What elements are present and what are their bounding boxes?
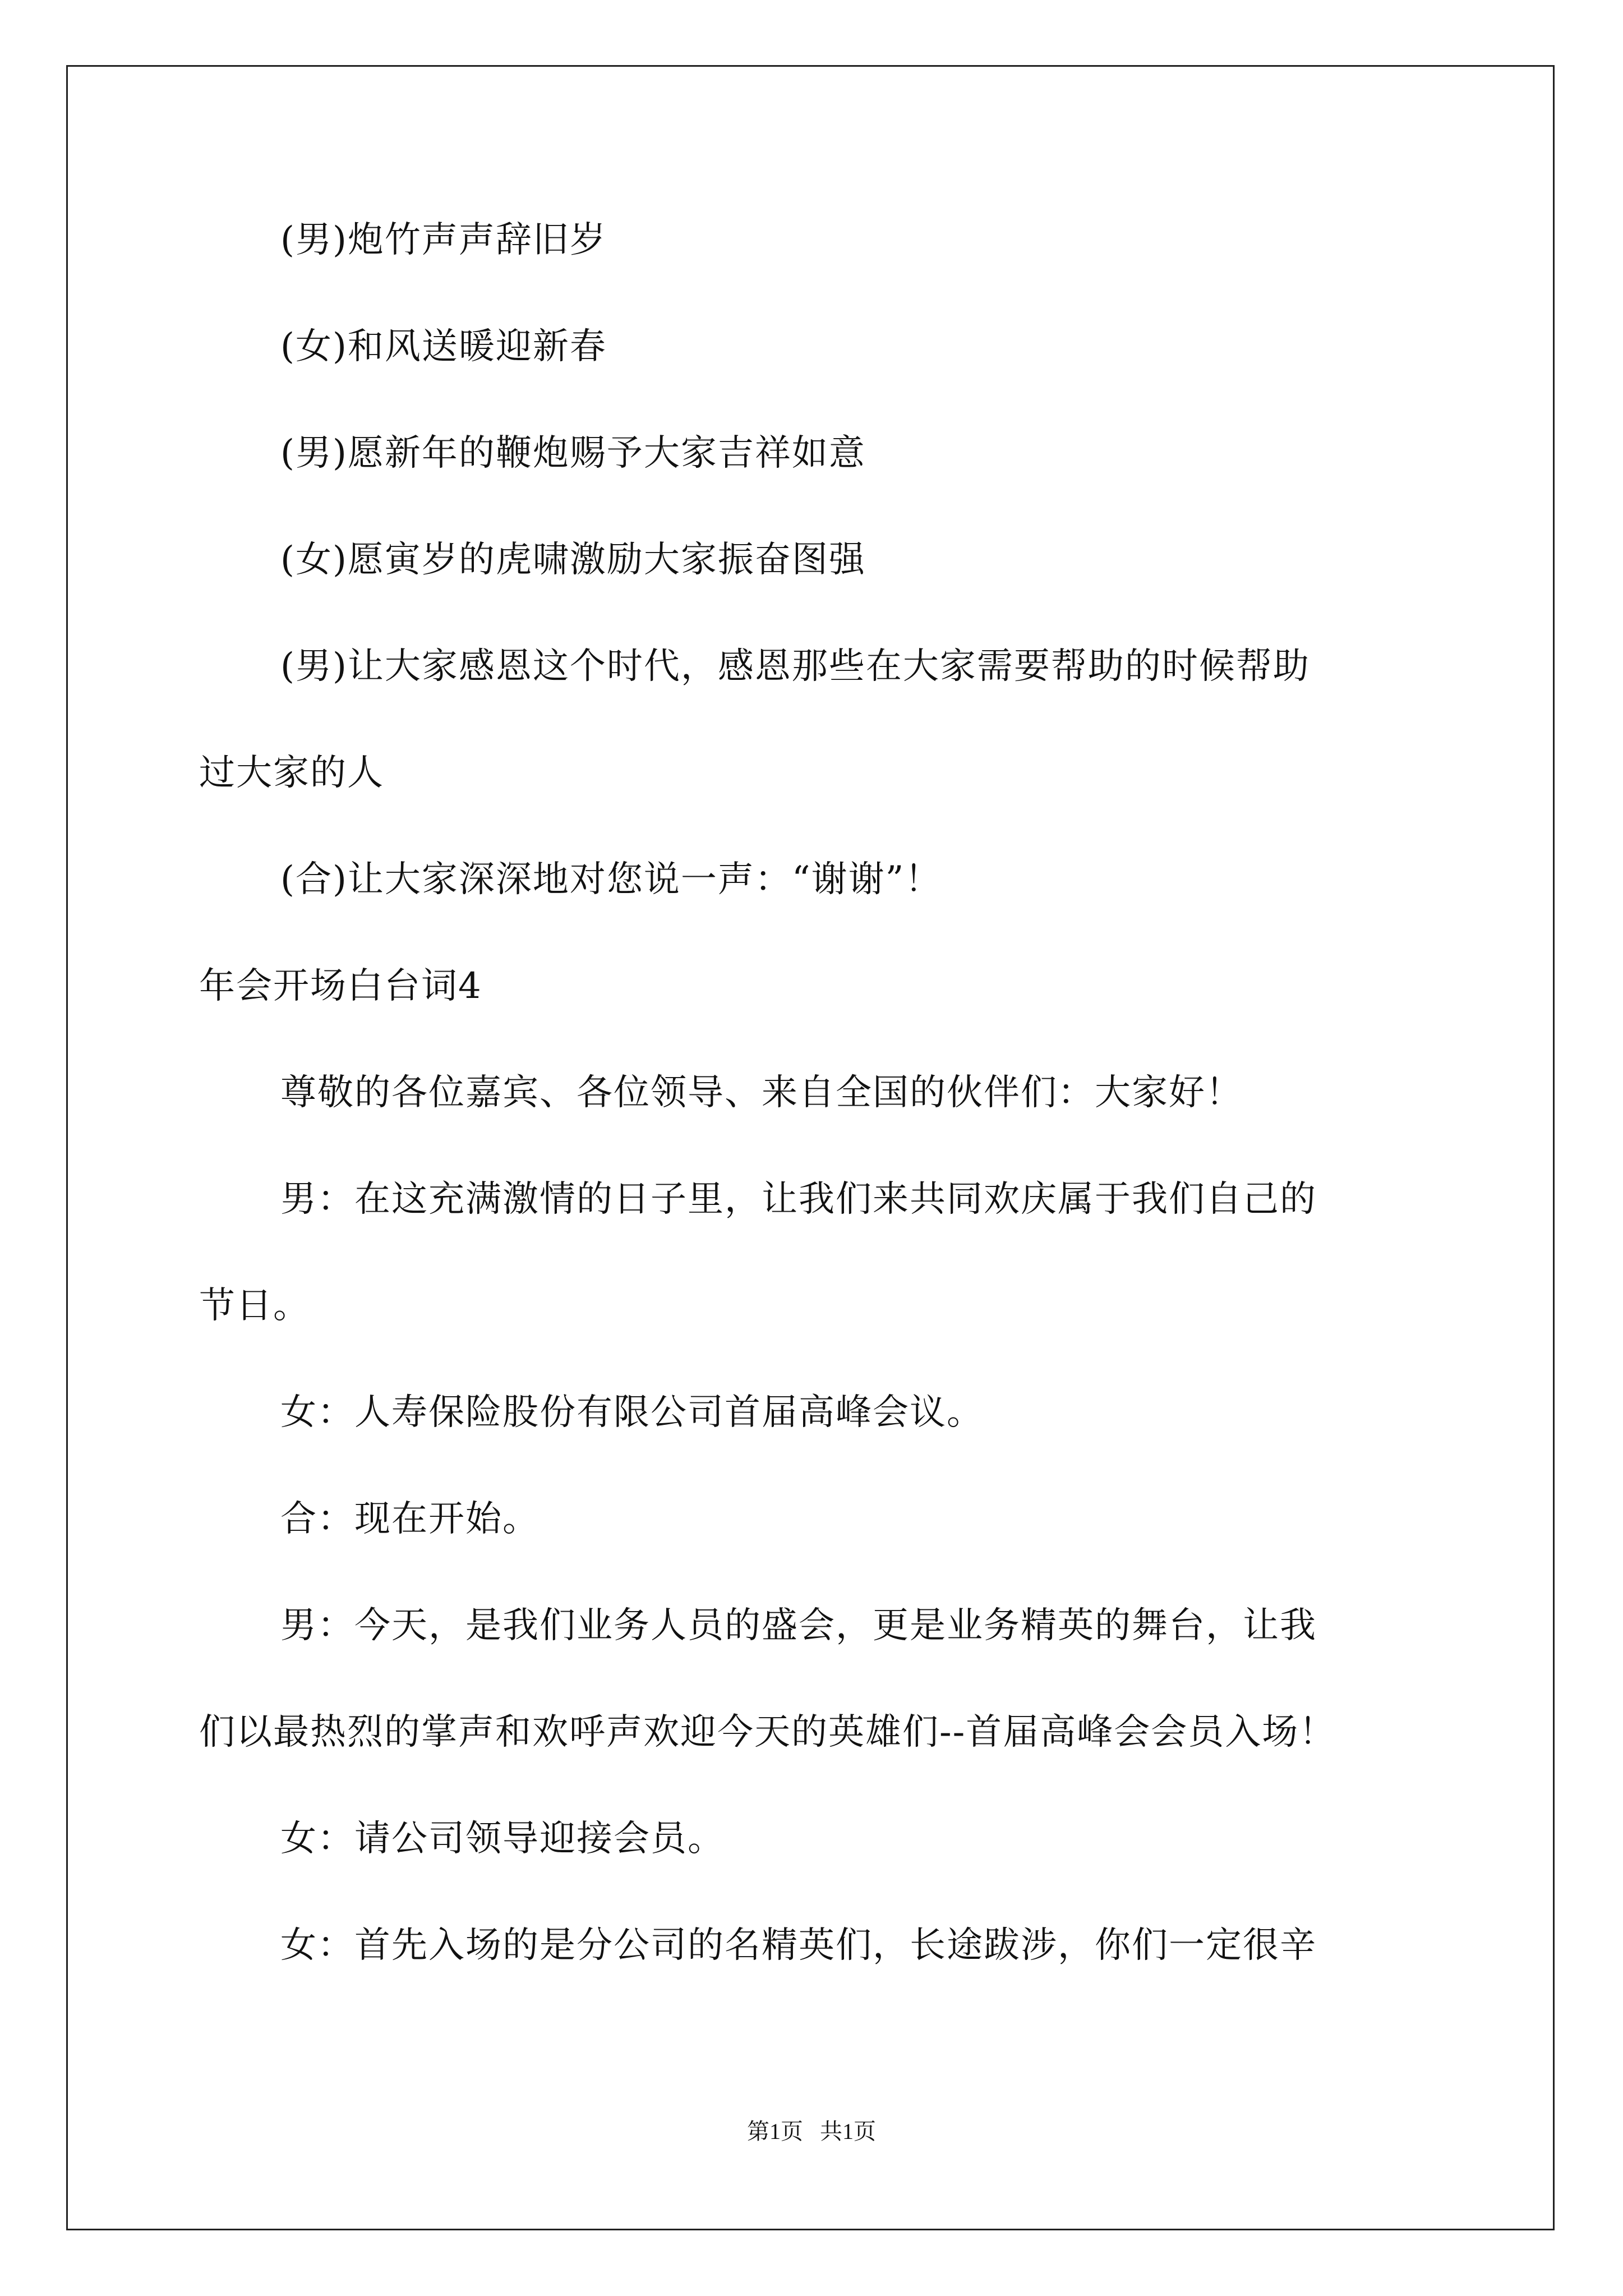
text-line: 男：在这充满激情的日子里，让我们来共同欢庆属于我们自己的 [280,1179,1317,1220]
text-line: (男)愿新年的鞭炮赐予大家吉祥如意 [280,432,866,474]
text-line: (男)炮竹声声辞旧岁 [280,219,607,261]
text-line: 女：请公司领导迎接会员。 [280,1818,725,1860]
section-heading: 年会开场白台词4 [199,965,482,1007]
text-line: 节日。 [199,1285,310,1327]
text-line: 女：人寿保险股份有限公司首届高峰会议。 [280,1392,984,1433]
text-line: 女：首先入场的是分公司的名精英们，长途跋涉，你们一定很辛 [280,1925,1317,1966]
text-line: (合)让大家深深地对您说一声：“谢谢”！ [280,859,942,900]
text-line: (女)和风送暖迎新春 [280,326,607,367]
document-body [199,213,1433,2025]
page-number-footer: 第1页 共1页 [747,2119,876,2144]
text-line: 们以最热烈的掌声和欢呼声欢迎今天的英雄们--首届高峰会会员入场！ [199,1711,1336,1753]
text-line: (男)让大家感恩这个时代，感恩那些在大家需要帮助的时候帮助 [280,646,1310,687]
text-line: 男：今天，是我们业务人员的盛会，更是业务精英的舞台，让我 [280,1605,1317,1646]
text-line: (女)愿寅岁的虎啸激励大家振奋图强 [280,539,866,581]
text-line: 过大家的人 [199,752,384,794]
text-line: 合：现在开始。 [280,1498,540,1540]
text-line: 尊敬的各位嘉宾、各位领导、来自全国的伙伴们：大家好！ [280,1072,1243,1114]
